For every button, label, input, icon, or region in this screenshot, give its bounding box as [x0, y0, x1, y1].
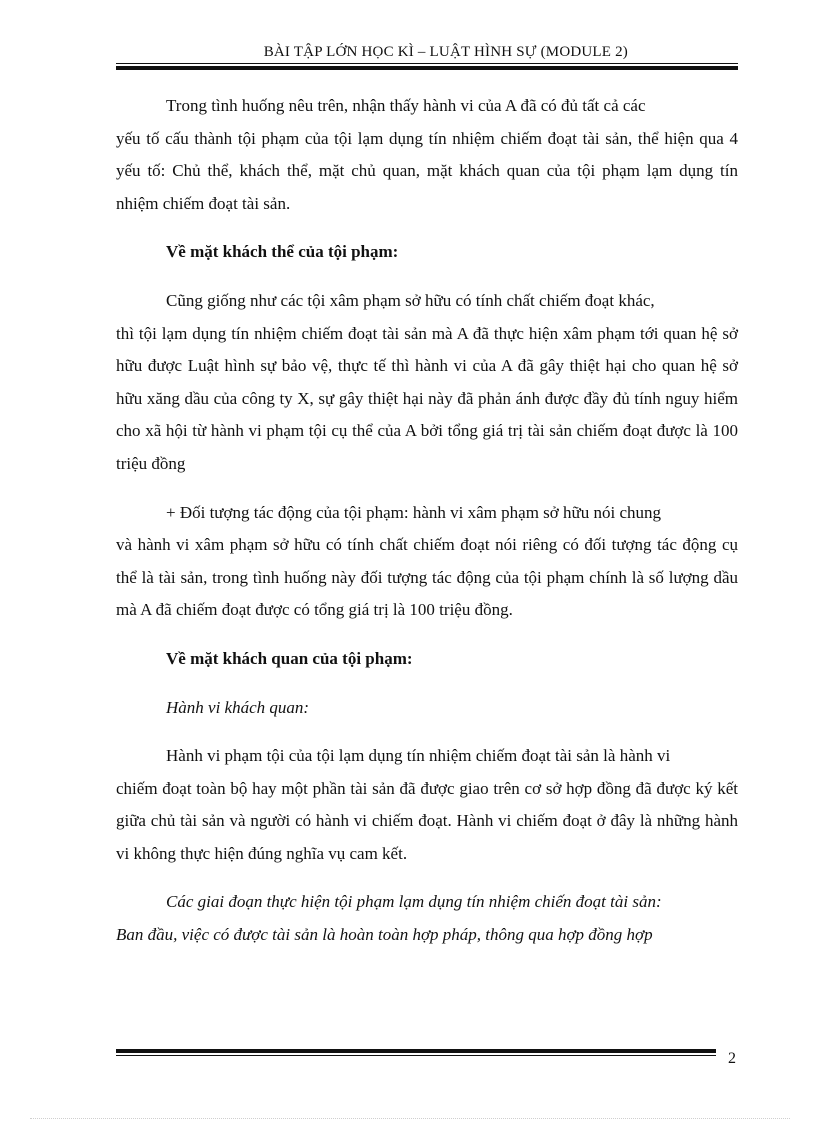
footer-rule-thick: [116, 1049, 716, 1053]
document-body: [116, 90, 738, 952]
paragraph-object-continued: thì tội lạm dụng tín nhiệm chiếm đoạt tài sản mà A đã thực hiện xâm phạm tới quan hệ sở hữu được Luật hình sự bảo vệ, thực tế thì hành vi của A đã gây thiệt hại cho quan hệ sở hữu xăng dầu của công ty X, sự gây thiệt hại này đã phản ánh được đầy đủ tính nguy hiểm cho xã hội từ hành vi phạm tội cụ thể của A bởi tổng giá trị tài sản chiếm đoạt được là 100 triệu đồng: [116, 323, 738, 473]
paragraph-target-first-line: + Đối tượng tác động của tội phạm: hành vi xâm phạm sở hữu nói chung: [166, 502, 662, 522]
paragraph-stages-first-line: Các giai đoạn thực hiện tội phạm lạm dụng tín nhiệm chiến đoạt tài sản:: [166, 892, 662, 912]
footer-rule-thin: [116, 1055, 716, 1056]
page-header: [116, 44, 738, 61]
page-edge-divider: [30, 1118, 790, 1119]
paragraph-intro-continued: yếu tố cấu thành tội phạm của tội lạm dụng tín nhiệm chiếm đoạt tài sản, thể hiện qua 4 yếu tố: Chủ thể, khách thể, mặt chủ quan, mặt khách quan của tội phạm lạm dụng tín nhiệm chiếm đoạt tài sản.: [116, 128, 738, 213]
header-rule-thin: [116, 63, 738, 64]
paragraph-act-first-line: Hành vi phạm tội của tội lạm dụng tín nhiệm chiếm đoạt tài sản là hành vi: [166, 746, 671, 766]
paragraph-intro-first-line: Trong tình huống nêu trên, nhận thấy hành vi của A đã có đủ tất cả các: [166, 96, 646, 115]
section-heading-object: Về mặt khách thể của tội phạm:: [166, 242, 399, 262]
paragraph-act-continued: chiếm đoạt toàn bộ hay một phần tài sản đã được giao trên cơ sở hợp đồng đã được ký kết giữa chủ tài sản và người có hành vi chiếm đoạt. Hành vi chiếm đoạt ở đây là những hành vi không thực hiện đúng nghĩa vụ cam kết.: [116, 778, 738, 863]
section-heading-objective: Về mặt khách quan của tội phạm:: [166, 648, 413, 668]
header-rule-thick: [116, 66, 738, 70]
paragraph-intro: [166, 90, 738, 123]
header-title: BÀI TẬP LỚN HỌC KÌ – LUẬT HÌNH SỰ (MODULE 2): [263, 44, 628, 60]
paragraph-object-first-line: Cũng giống như các tội xâm phạm sở hữu có tính chất chiếm đoạt khác,: [166, 290, 655, 310]
paragraph-target-continued: và hành vi xâm phạm sở hữu có tính chất chiếm đoạt nói riêng có đối tượng tác động cụ thể là tài sản, trong tình huống này đối tượng tác động của tội phạm chính là số lượng dầu mà A đã chiếm đoạt được có tổng giá trị là 100 triệu đồng.: [116, 535, 738, 620]
subheading-objective-act: Hành vi khách quan:: [166, 697, 310, 717]
page-number: 2: [728, 1050, 736, 1067]
paragraph-stages-continued: Ban đầu, việc có được tài sản là hoàn toàn hợp pháp, thông qua hợp đồng hợp: [116, 925, 653, 945]
